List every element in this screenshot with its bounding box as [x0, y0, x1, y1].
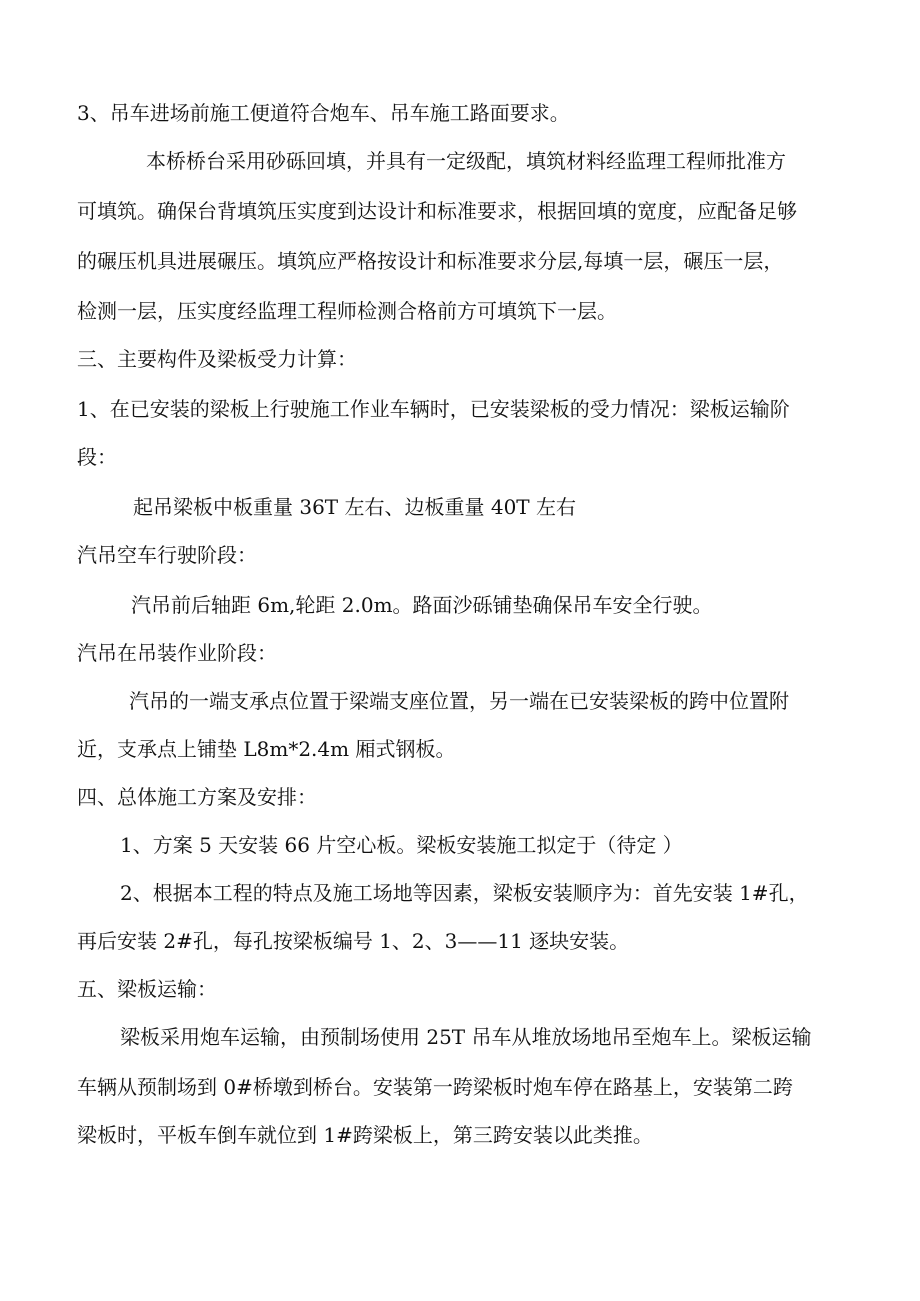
text-line: 检测一层，压实度经监理工程师检测合格前方可填筑下一层。: [77, 299, 617, 323]
text-line: 近，支承点上铺垫 L8m*2.4m 厢式钢板。: [77, 737, 456, 761]
text-line: 起吊梁板中板重量 36T 左右、边板重量 40T 左右: [133, 495, 577, 519]
text-line: 汽吊前后轴距 6m,轮距 2.0m。路面沙砾铺垫确保吊车安全行驶。: [131, 593, 713, 617]
text-line: 的碾压机具进展碾压。填筑应严格按设计和标准要求分层,每填一层，碾压一层，: [77, 249, 784, 273]
text-line: 车辆从预制场到 0#桥墩到桥台。安装第一跨梁板时炮车停在路基上，安装第二跨: [77, 1075, 793, 1099]
section-heading: 四、总体施工方案及安排：: [77, 785, 317, 809]
text-line: 1、在已安装的梁板上行驶施工作业车辆时，已安装梁板的受力情况：梁板运输阶: [77, 397, 790, 421]
section-heading: 五、梁板运输：: [77, 977, 217, 1001]
text-line: 1、方案 5 天安装 66 片空心板。梁板安装施工拟定于（待定 ）: [120, 833, 683, 857]
text-line: 段：: [77, 445, 117, 469]
text-line: 3、吊车进场前施工便道符合炮车、吊车施工路面要求。: [77, 101, 570, 125]
section-heading: 三、主要构件及梁板受力计算：: [77, 347, 357, 371]
text-line: 可填筑。确保台背填筑压实度到达设计和标准要求，根据回填的宽度，应配备足够: [77, 199, 797, 223]
text-line: 再后安装 2#孔，每孔按梁板编号 1、2、3——11 逐块安装。: [77, 929, 630, 953]
text-line: 本桥桥台采用砂砾回填，并具有一定级配，填筑材料经监理工程师批准方: [146, 149, 786, 173]
text-line: 梁板采用炮车运输，由预制场使用 25T 吊车从堆放场地吊至炮车上。梁板运输: [120, 1025, 812, 1049]
text-line: 汽吊空车行驶阶段：: [77, 543, 257, 567]
text-line: 汽吊在吊装作业阶段：: [77, 641, 277, 665]
text-line: 2、根据本工程的特点及施工场地等因素，梁板安装顺序为：首先安装 1#孔，: [120, 881, 809, 905]
text-line: 梁板时，平板车倒车就位到 1#跨梁板上，第三跨安装以此类推。: [77, 1123, 653, 1147]
text-line: 汽吊的一端支承点位置于梁端支座位置，另一端在已安装梁板的跨中位置附: [129, 689, 789, 713]
